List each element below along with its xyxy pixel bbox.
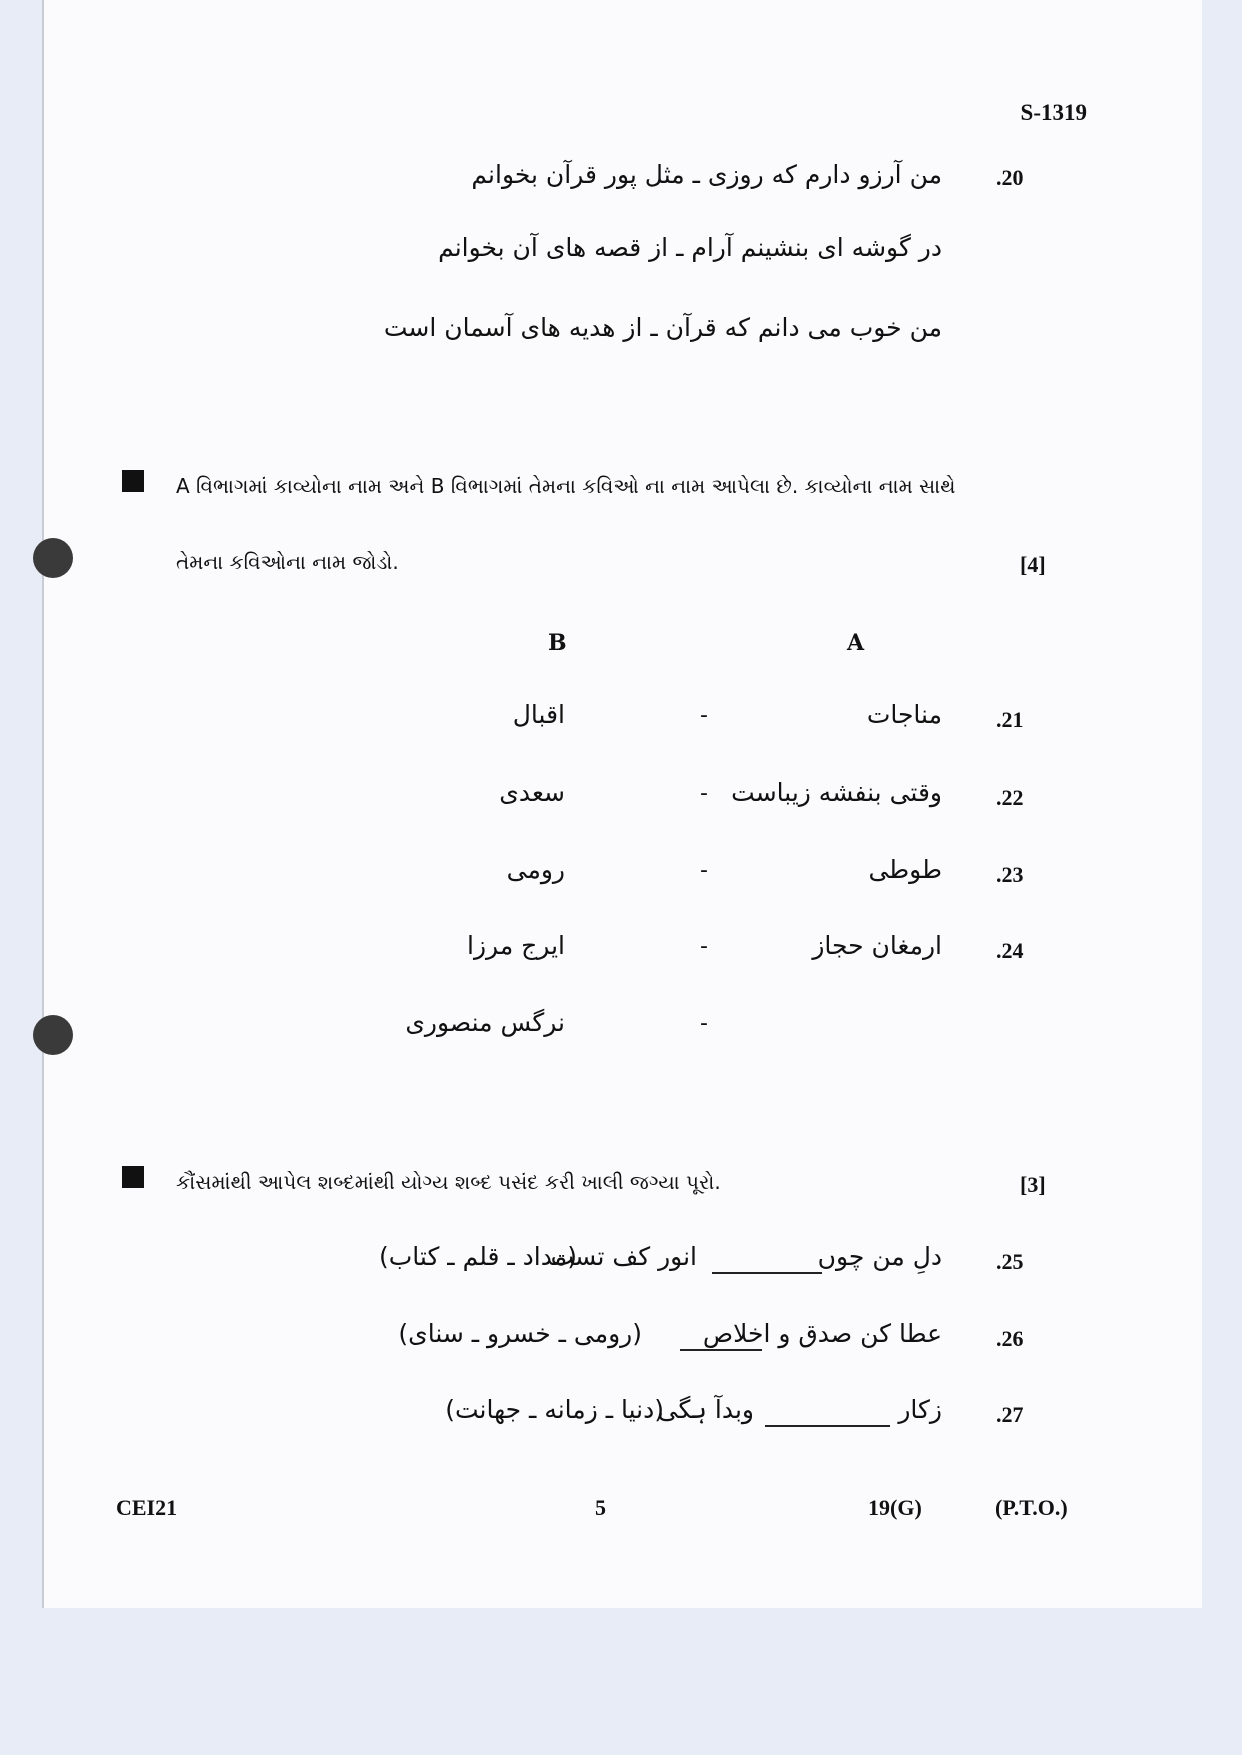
section-bullet (122, 470, 144, 492)
paper-code: S-1319 (1020, 100, 1087, 125)
fill-options: (رومی ـ خسرو ـ سنای) (398, 1319, 642, 1348)
dash: - (700, 703, 708, 728)
question-number-27: .27 (996, 1402, 1024, 1427)
poet-name: اقبال (512, 700, 565, 729)
punch-hole (33, 538, 73, 578)
fill-prompt: عطا کن صدق و اخلاص (702, 1319, 942, 1348)
poem-title: ارمغان حجاز (812, 931, 942, 960)
verse-line: در گوشه ای بنشینم آرام ـ از قصه های آن بخوانم (438, 233, 942, 262)
section-bullet (122, 1166, 144, 1188)
fill-options: (مداد ـ قلم ـ کتاب) (379, 1242, 577, 1271)
poem-title: وقتی بنفشه زیباست (731, 778, 942, 807)
dash: - (700, 934, 708, 959)
answer-blank[interactable] (712, 1270, 822, 1274)
dash: - (700, 858, 708, 883)
question-number-21: .21 (996, 707, 1024, 732)
question-number-24: .24 (996, 938, 1024, 963)
fill-options: (دنیا ـ زمانه ـ جهانت) (445, 1395, 664, 1424)
fill-prompt-cont: انور کف تست (550, 1242, 697, 1271)
footer-code: CEI21 (116, 1495, 178, 1520)
fill-prompt: دلِ من چوں (817, 1242, 942, 1271)
match-instruction-cont: તેમના કવિઓના નામ જોડો. (176, 550, 399, 574)
fill-instruction: કૌંસમાંથી આપેલ શબ્દમાંથી યોગ્ય શબ્દ પસંદ કરી ખાલી જગ્યા પૂરો. (176, 1170, 721, 1194)
verse-line: من آرزو دارم که روزی ـ مثل پور قرآن بخوانم (471, 160, 942, 189)
dash: - (700, 1011, 708, 1036)
poet-name: رومی (506, 855, 565, 884)
punch-hole (33, 1015, 73, 1055)
question-number-26: .26 (996, 1326, 1024, 1351)
answer-blank[interactable] (765, 1423, 890, 1427)
question-number-23: .23 (996, 862, 1024, 887)
question-number-25: .25 (996, 1249, 1024, 1274)
column-a-header: A (847, 630, 865, 656)
poet-name: سعدی (499, 778, 565, 807)
column-b-header: B (548, 630, 567, 656)
fill-prompt: زکار (898, 1395, 942, 1424)
question-number-20: .20 (996, 165, 1024, 190)
pto-label: (P.T.O.) (995, 1495, 1068, 1520)
poet-name: نرگس منصوری (405, 1008, 565, 1037)
marks-badge: [3] (1020, 1172, 1046, 1197)
footer-paper-code: 19(G) (868, 1495, 922, 1520)
poem-title: مناجات (866, 700, 942, 729)
question-number-22: .22 (996, 785, 1024, 810)
poet-name: ایرج مرزا (467, 931, 565, 960)
match-instruction: A વિભાગમાં કાવ્યોના નામ અને B વિભાગમાં તેમના કવિઓ ના નામ આપેલા છે. કાવ્યોના નામ સાથે (176, 474, 956, 498)
marks-badge: [4] (1020, 552, 1046, 577)
verse-line: من خوب می دانم که قرآن ـ از هدیه های آسمان است (383, 313, 942, 342)
answer-blank[interactable] (680, 1347, 762, 1351)
fill-prompt-cont: وبدآ ہگی (657, 1395, 754, 1424)
page-number: 5 (595, 1495, 606, 1520)
poem-title: طوطی (868, 855, 942, 884)
dash: - (700, 781, 708, 806)
